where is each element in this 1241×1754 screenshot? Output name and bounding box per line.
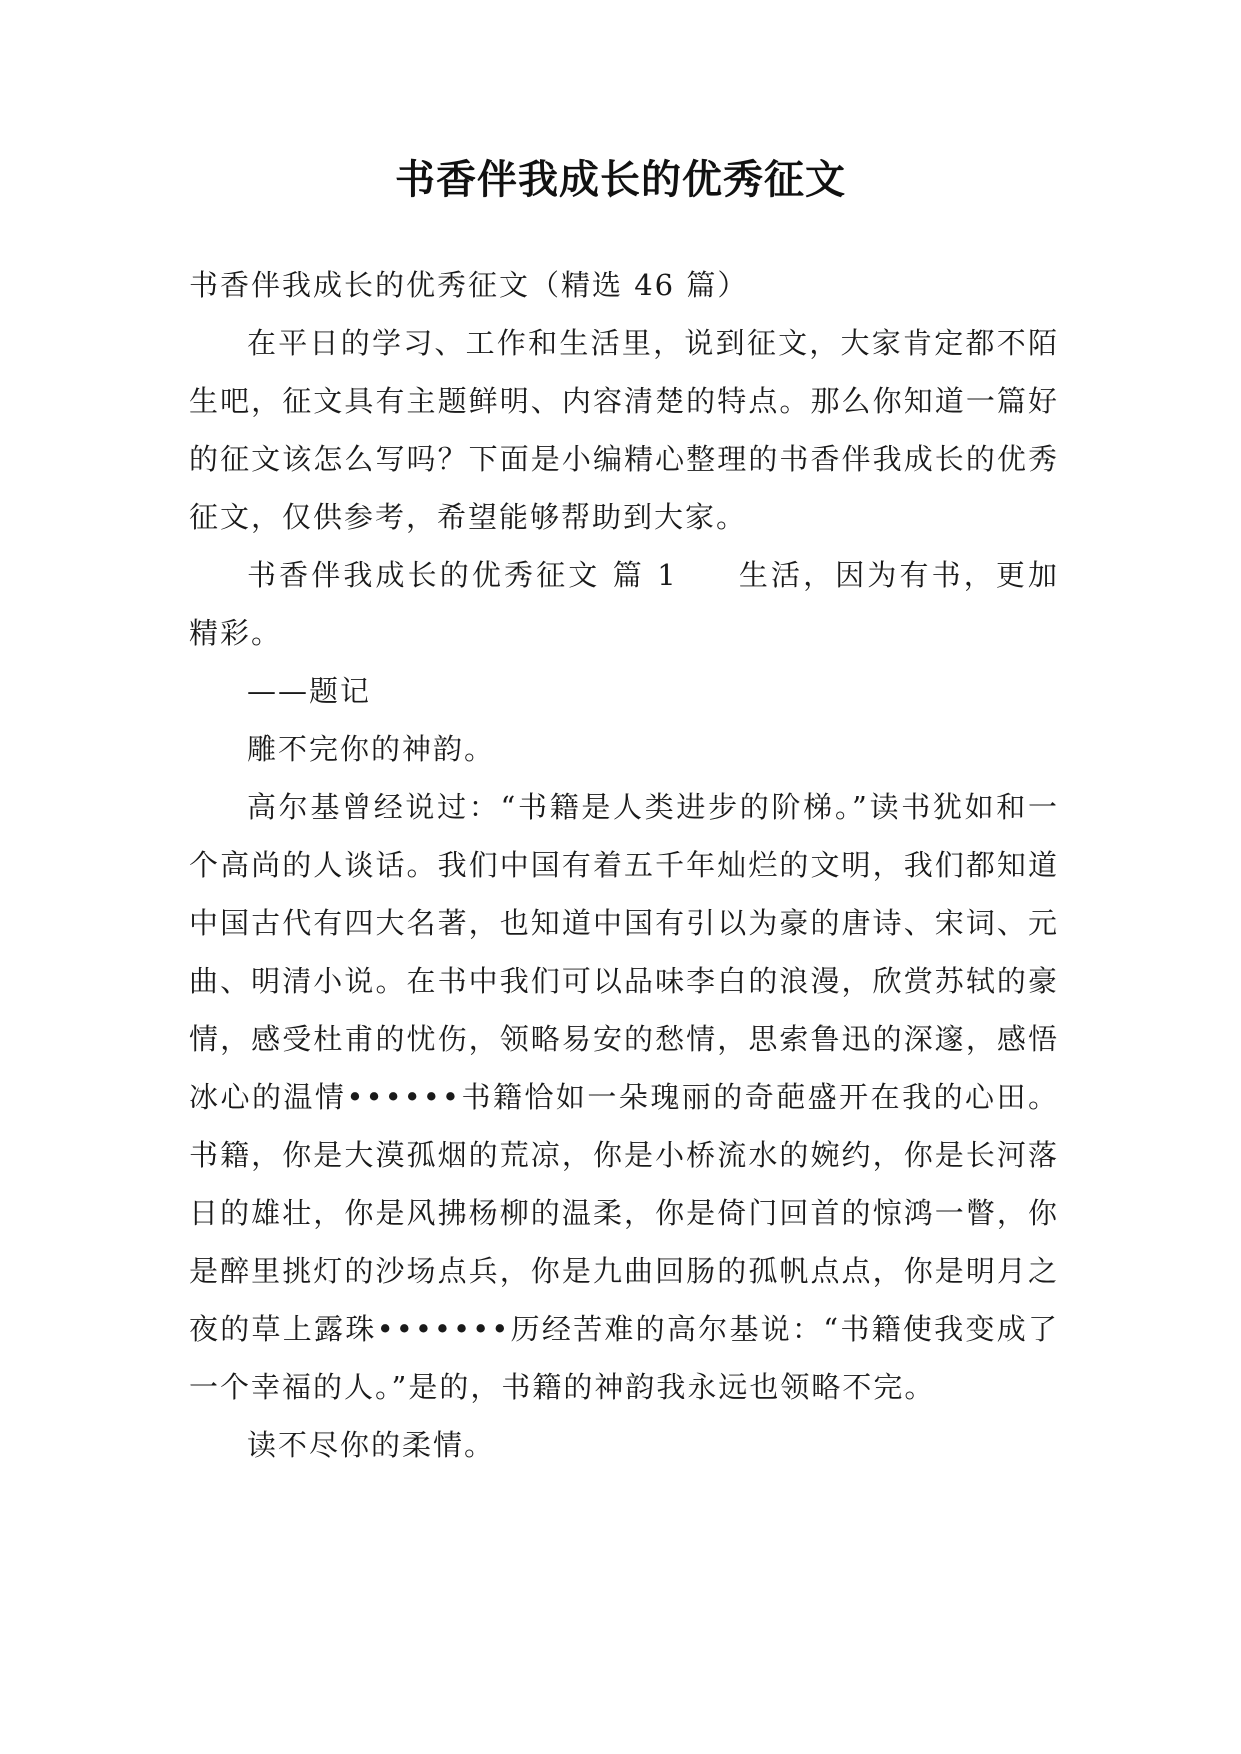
subtitle-paragraph: 书香伴我成长的优秀征文（精选 46 篇） — [189, 268, 749, 302]
intro-paragraph: 在平日的学习、工作和生活里，说到征文，大家肯定都不陌生吧，征文具有主题鲜明、内容清楚的特点。那么你知道一篇好的征文该怎么写吗？下面是小编精心整理的书香伴我成长的优秀征文，仅供参考，希望能够帮助到大家。 — [189, 326, 1059, 534]
body-paragraph-1: 高尔基曾经说过：“书籍是人类进步的阶梯。”读书犹如和一个高尚的人谈话。我们中国有着五千年灿烂的文明，我们都知道中国古代有四大名著，也知道中国有引以为豪的唐诗、宋词、元曲、明清小说。在书中我们可以品味李白的浪漫，欣赏苏轼的豪情，感受杜甫的忧伤，领略易安的愁情，思索鲁迅的深邃，感悟冰心的温情••••••书籍恰如一朵瑰丽的奇葩盛开在我的心田。书籍，你是大漠孤烟的荒凉，你是小桥流水的婉约，你是长河落日的雄壮，你是风拂杨柳的温柔，你是倚门回首的惊鸿一瞥，你是醉里挑灯的沙场点兵，你是九曲回肠的孤帆点点，你是明月之夜的草上露珠•••••••历经苦难的高尔基说：“书籍使我变成了一个幸福的人。”是的，书籍的神韵我永远也领略不完。 — [189, 790, 1059, 1404]
epigraph: ——题记 — [247, 674, 372, 708]
subheading-1: 雕不完你的神韵。 — [247, 732, 496, 766]
subheading-2: 读不尽你的柔情。 — [247, 1428, 496, 1462]
document-body — [189, 256, 1059, 1474]
section-heading-paragraph — [189, 546, 1059, 662]
document-title: 书香伴我成长的优秀征文 — [395, 157, 846, 203]
section-lead: 生活，因为有书，更加精彩。 — [189, 558, 1059, 650]
section-heading: 书香伴我成长的优秀征文 篇 1 — [247, 558, 678, 592]
